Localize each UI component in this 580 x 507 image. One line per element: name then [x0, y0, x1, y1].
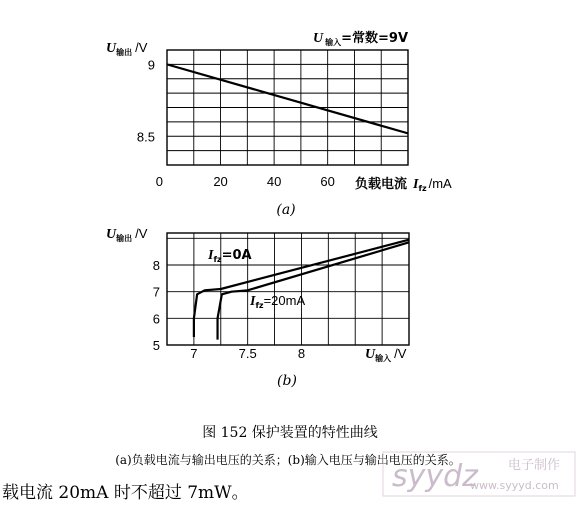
chart-a-xlabel: 负载电流 Ifz /mA	[355, 176, 452, 193]
chart-a-origin-label: 0	[155, 174, 163, 189]
chart-b-xtick-label: 7.5	[238, 346, 257, 361]
watermark-url: www.syyyd.com	[470, 479, 559, 492]
chart-a-grid	[167, 50, 408, 165]
chart-a-ytick-label: 8.5	[136, 129, 155, 145]
chart-a	[106, 30, 452, 218]
watermark-letters: syydz	[392, 459, 478, 494]
chart-b-xtick-label: 7	[190, 346, 198, 361]
chart-b	[106, 226, 409, 389]
chart-a-ytick-label: 9	[147, 57, 155, 73]
chart-a-xtick-label: 60	[320, 174, 335, 189]
watermark	[383, 452, 575, 496]
chart-a-series	[167, 64, 408, 133]
chart-b-series-label-1: Ifz=20mA	[250, 293, 306, 310]
chart-b-xtick-label: 8	[297, 346, 306, 361]
chart-b-ytick-label: 8	[152, 258, 160, 273]
chart-b-xlabel: U输入 /V	[365, 346, 407, 363]
chart-b-panel-label: (b)	[277, 373, 297, 389]
chart-a-constant-label: U输入=常数=9V	[313, 31, 409, 47]
chart-a-series-line	[167, 64, 408, 133]
chart-b-ytick-label: 5	[152, 338, 160, 353]
chart-b-ytick-label: 7	[152, 284, 160, 300]
chart-b-ytick-label: 6	[152, 311, 160, 327]
chart-a-xtick-label: 40	[266, 174, 282, 189]
chart-a-xtick-label: 20	[213, 174, 228, 189]
figure-subcaption: (a)负载电流与输出电压的关系；(b)输入电压与输出电压的关系。	[115, 453, 461, 467]
chart-b-ylabel: U输出 /V	[106, 226, 148, 243]
watermark-text: 电子制作	[508, 458, 561, 473]
chart-a-ylabel: U输出 /V	[106, 40, 148, 57]
body-text-fragment: 载电流 20mA 时不超过 7mW。	[2, 483, 249, 503]
figure-caption: 图 152 保护装置的特性曲线	[202, 425, 378, 441]
chart-a-panel-label: (a)	[276, 202, 296, 218]
chart-b-series-label-0: Ifz=0A	[208, 248, 252, 264]
